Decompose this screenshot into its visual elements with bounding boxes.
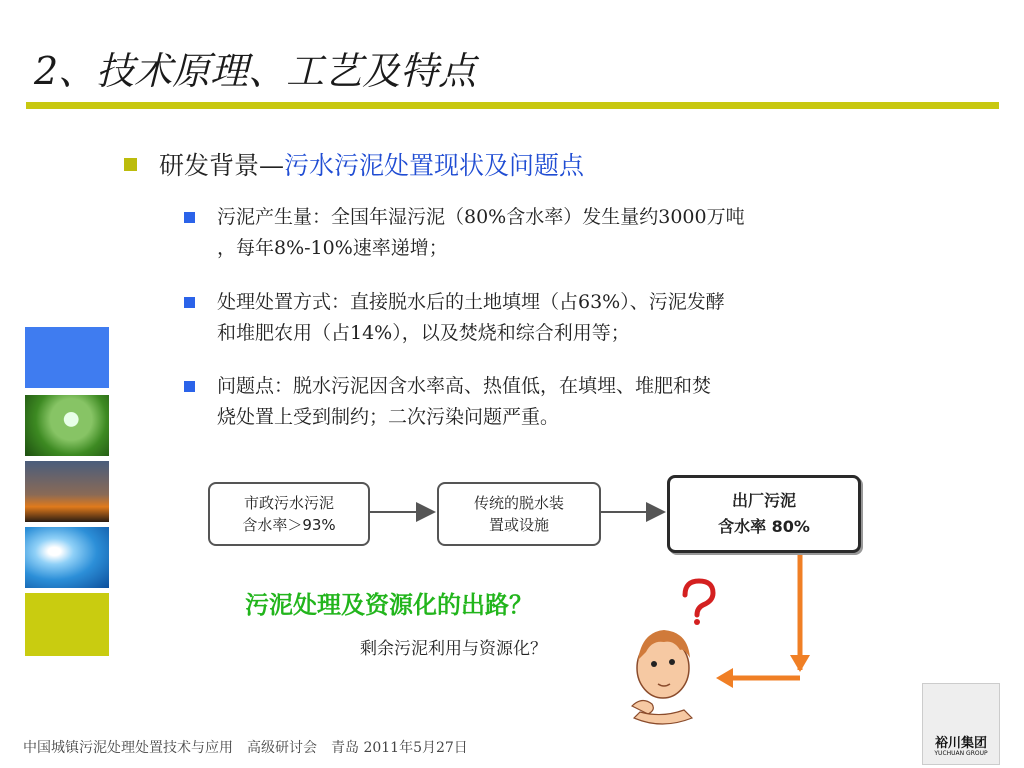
main-bullet-highlight: 污水污泥处置现状及问题点 <box>284 151 585 180</box>
yellow-tile <box>25 593 109 656</box>
square-bullet-icon <box>124 158 137 171</box>
main-bullet <box>124 146 584 182</box>
flow-box-line: 置或设施 <box>488 516 549 534</box>
flow-box-line: 传统的脱水装 <box>473 494 564 512</box>
sub-bullet-line: 问题点：脱水污泥因含水率高、热值低，在填埋、堆肥和焚 <box>217 375 712 397</box>
orange-return-arrow <box>730 550 800 678</box>
sub-bullet-disposal <box>184 287 984 349</box>
logo-subtitle: YUCHUAN GROUP <box>934 750 988 757</box>
flow-box-municipal-sludge <box>208 482 370 546</box>
main-bullet-prefix: 研发背景— <box>159 151 285 180</box>
orange-left-head <box>716 668 733 688</box>
square-bullet-icon <box>184 381 195 392</box>
leaf-water-drop-image <box>25 395 109 456</box>
flow-box-line: 出厂污泥 <box>731 491 796 510</box>
square-bullet-icon <box>184 212 195 223</box>
blue-tile <box>25 327 109 388</box>
title-underline <box>26 102 999 109</box>
flow-box-line: 含水率 80% <box>718 517 810 536</box>
company-logo <box>922 683 1000 765</box>
wind-turbine-sunset-image <box>25 461 109 522</box>
orange-down-head <box>790 655 810 672</box>
slide-title: 2、技术原理、工艺及特点 <box>34 49 477 93</box>
sub-bullet-line: 污泥产生量：全国年湿污泥（80%含水率）发生量约3000万吨 <box>217 206 745 228</box>
sub-bullet-line: 烧处置上受到制约；二次污染问题严重。 <box>217 406 560 428</box>
thinking-person-icon <box>632 581 713 724</box>
sub-bullet-line: 和堆肥农用（占14%），以及焚烧和综合利用等； <box>217 322 630 344</box>
flow-box-line: 含水率＞93% <box>242 516 336 534</box>
flow-box-line: 市政污水污泥 <box>243 494 334 512</box>
sub-bullet-problems <box>184 371 984 433</box>
slide-footer: 中国城镇污泥处理处置技术与应用 高级研讨会 青岛 2011年5月27日 <box>23 740 468 756</box>
flow-box-dewatering <box>437 482 601 546</box>
square-bullet-icon <box>184 297 195 308</box>
flow-box-output-sludge <box>667 475 861 553</box>
sub-bullet-line: 处理处置方式：直接脱水后的土地填埋（占63%）、污泥发酵 <box>217 291 725 313</box>
logo-name: 裕川集团 <box>934 736 987 751</box>
question-headline: 污泥处理及资源化的出路？ <box>245 591 533 619</box>
sub-bullet-output <box>184 202 984 264</box>
sub-bullet-line: ，每年8%-10%速率递增； <box>217 237 448 259</box>
remaining-sludge-question: 剩余污泥利用与资源化？ <box>360 639 547 659</box>
water-ripple-image <box>25 527 109 588</box>
